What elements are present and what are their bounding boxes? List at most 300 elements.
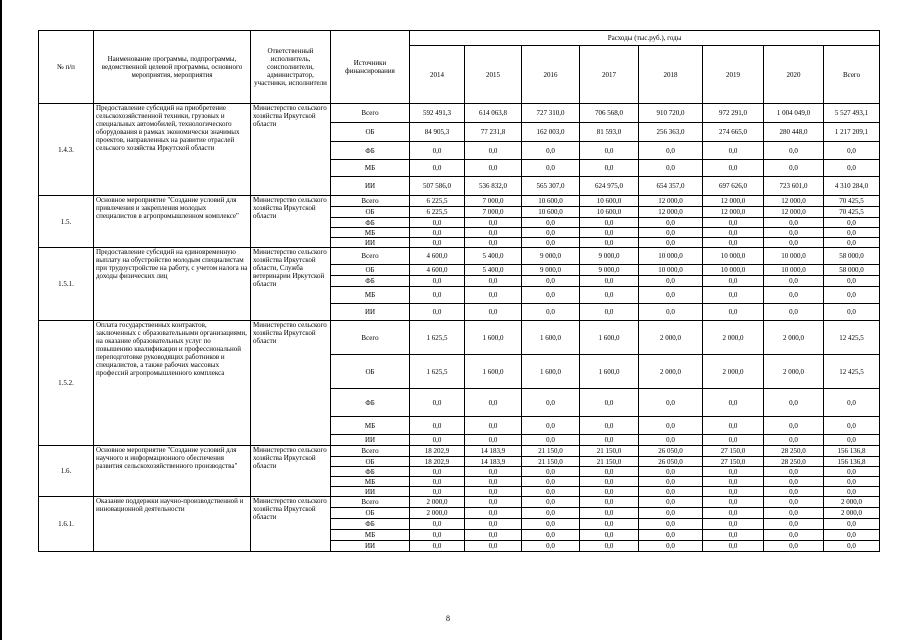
amount-cell: 0,0 — [824, 467, 880, 477]
amount-cell: 0,0 — [764, 389, 824, 417]
amount-cell: 0,0 — [465, 417, 522, 435]
amount-cell: 0,0 — [522, 160, 580, 177]
header-responsible: Ответственный исполнитель, соисполнители, администратор, участники, исполнители — [251, 31, 331, 104]
amount-cell: 0,0 — [703, 487, 764, 497]
amount-cell: 12 000,0 — [703, 207, 764, 218]
item-name: Оплата государственных контрактов, заключенных с образовательными организациями, на оказание образовательных услуг по повышению квалификации и профессиональной переподготовке руководящих работников и специалистов, а также рабочих массовых профессий агропромышленного комплекса — [94, 321, 251, 446]
amount-cell: 0,0 — [639, 238, 703, 248]
amount-cell: 654 357,0 — [639, 177, 703, 196]
amount-cell: 0,0 — [703, 287, 764, 304]
amount-cell: 12 000,0 — [639, 207, 703, 218]
amount-cell: 0,0 — [410, 276, 465, 287]
amount-cell: 0,0 — [410, 417, 465, 435]
funding-source: ОБ — [331, 508, 410, 519]
amount-cell: 2 000,0 — [639, 355, 703, 389]
amount-cell: 0,0 — [764, 160, 824, 177]
amount-cell: 0,0 — [639, 287, 703, 304]
table-row — [39, 196, 880, 207]
amount-cell: 0,0 — [764, 304, 824, 321]
funding-source: ФБ — [331, 389, 410, 417]
amount-cell: 0,0 — [824, 238, 880, 248]
funding-source: Всего — [331, 321, 410, 355]
item-number: 1.5.2. — [39, 321, 94, 446]
amount-cell: 81 593,0 — [580, 123, 639, 142]
amount-cell: 0,0 — [764, 487, 824, 497]
amount-cell: 2 000,0 — [703, 321, 764, 355]
amount-cell: 26 050,0 — [639, 446, 703, 457]
amount-cell: 2 000,0 — [824, 508, 880, 519]
amount-cell: 2 000,0 — [824, 497, 880, 508]
amount-cell: 10 600,0 — [522, 207, 580, 218]
amount-cell: 507 586,0 — [410, 177, 465, 196]
amount-cell: 0,0 — [824, 142, 880, 160]
amount-cell: 0,0 — [824, 530, 880, 541]
item-number: 1.5.1. — [39, 248, 94, 321]
amount-cell: 0,0 — [703, 218, 764, 228]
item-number: 1.6.1. — [39, 497, 94, 552]
amount-cell: 0,0 — [580, 467, 639, 477]
amount-cell: 10 000,0 — [764, 248, 824, 265]
amount-cell: 14 183,9 — [465, 446, 522, 457]
header-year: 2016 — [522, 46, 580, 104]
amount-cell: 0,0 — [522, 497, 580, 508]
amount-cell: 2 000,0 — [764, 321, 824, 355]
amount-cell: 0,0 — [764, 508, 824, 519]
amount-cell: 0,0 — [764, 276, 824, 287]
funding-source: ИИ — [331, 541, 410, 552]
header-year: Всего — [824, 46, 880, 104]
amount-cell: 0,0 — [522, 467, 580, 477]
funding-source: МБ — [331, 417, 410, 435]
amount-cell: 10 600,0 — [522, 196, 580, 207]
amount-cell: 0,0 — [824, 287, 880, 304]
amount-cell: 624 975,0 — [580, 177, 639, 196]
amount-cell: 565 307,0 — [522, 177, 580, 196]
table-row — [39, 497, 880, 508]
amount-cell: 12 000,0 — [764, 196, 824, 207]
amount-cell: 0,0 — [410, 238, 465, 248]
amount-cell: 1 600,0 — [465, 321, 522, 355]
amount-cell: 18 202,9 — [410, 457, 465, 467]
amount-cell: 0,0 — [703, 160, 764, 177]
amount-cell: 10 600,0 — [580, 207, 639, 218]
amount-cell: 0,0 — [465, 142, 522, 160]
amount-cell: 0,0 — [465, 487, 522, 497]
item-number: 1.4.3. — [39, 104, 94, 196]
item-responsible: Министерство сельского хозяйства Иркутской области — [251, 497, 331, 552]
amount-cell: 162 003,0 — [522, 123, 580, 142]
amount-cell: 727 310,0 — [522, 104, 580, 123]
amount-cell: 0,0 — [522, 435, 580, 446]
amount-cell: 0,0 — [639, 276, 703, 287]
funding-source: ОБ — [331, 265, 410, 276]
amount-cell: 6 225,5 — [410, 207, 465, 218]
amount-cell: 0,0 — [703, 304, 764, 321]
header-row — [39, 31, 880, 46]
amount-cell: 0,0 — [410, 160, 465, 177]
scan-edge — [0, 0, 2, 640]
amount-cell: 1 600,0 — [465, 355, 522, 389]
amount-cell: 0,0 — [639, 530, 703, 541]
amount-cell: 0,0 — [522, 417, 580, 435]
amount-cell: 0,0 — [522, 487, 580, 497]
amount-cell: 0,0 — [522, 238, 580, 248]
amount-cell: 0,0 — [410, 541, 465, 552]
amount-cell: 0,0 — [522, 287, 580, 304]
funding-source: ОБ — [331, 457, 410, 467]
amount-cell: 0,0 — [465, 287, 522, 304]
amount-cell: 10 000,0 — [639, 248, 703, 265]
amount-cell: 0,0 — [465, 477, 522, 487]
amount-cell: 0,0 — [764, 417, 824, 435]
funding-source: ОБ — [331, 355, 410, 389]
amount-cell: 0,0 — [639, 497, 703, 508]
amount-cell: 1 600,0 — [522, 355, 580, 389]
amount-cell: 0,0 — [522, 519, 580, 530]
amount-cell: 1 625,5 — [410, 355, 465, 389]
amount-cell: 21 150,0 — [522, 457, 580, 467]
amount-cell: 723 601,0 — [764, 177, 824, 196]
funding-source: МБ — [331, 530, 410, 541]
funding-source: ИИ — [331, 177, 410, 196]
amount-cell: 156 136,8 — [824, 446, 880, 457]
amount-cell: 0,0 — [522, 389, 580, 417]
amount-cell: 10 000,0 — [639, 265, 703, 276]
amount-cell: 0,0 — [639, 417, 703, 435]
amount-cell: 1 625,5 — [410, 321, 465, 355]
amount-cell: 0,0 — [465, 497, 522, 508]
amount-cell: 4 310 284,0 — [824, 177, 880, 196]
amount-cell: 1 600,0 — [580, 321, 639, 355]
amount-cell: 0,0 — [703, 435, 764, 446]
funding-source: Всего — [331, 497, 410, 508]
item-name: Предоставление субсидий на единовременную выплату на обустройство молодым специалистам при трудоустройстве на работу, с учетом налога на доходы физических лиц — [94, 248, 251, 321]
amount-cell: 0,0 — [824, 304, 880, 321]
amount-cell: 0,0 — [580, 417, 639, 435]
header-name: Наименование программы, подпрограммы, ведомственной целевой программы, основного мероприятия, мероприятия — [94, 31, 251, 104]
amount-cell: 0,0 — [703, 530, 764, 541]
amount-cell: 0,0 — [824, 218, 880, 228]
amount-cell: 2 000,0 — [639, 321, 703, 355]
amount-cell: 21 150,0 — [580, 446, 639, 457]
amount-cell: 27 150,0 — [703, 446, 764, 457]
header-expenses: Расходы (тыс.руб.), годы — [410, 31, 880, 46]
amount-cell: 0,0 — [580, 218, 639, 228]
amount-cell: 0,0 — [639, 519, 703, 530]
amount-cell: 77 231,8 — [465, 123, 522, 142]
amount-cell: 0,0 — [580, 508, 639, 519]
amount-cell: 5 400,0 — [465, 265, 522, 276]
amount-cell: 0,0 — [764, 497, 824, 508]
amount-cell: 0,0 — [465, 304, 522, 321]
amount-cell: 10 000,0 — [703, 265, 764, 276]
funding-source: ФБ — [331, 142, 410, 160]
amount-cell: 12 425,5 — [824, 321, 880, 355]
amount-cell: 58 000,0 — [824, 265, 880, 276]
amount-cell: 0,0 — [703, 519, 764, 530]
amount-cell: 0,0 — [522, 530, 580, 541]
item-responsible: Министерство сельского хозяйства Иркутской области — [251, 104, 331, 196]
amount-cell: 910 720,0 — [639, 104, 703, 123]
amount-cell: 0,0 — [580, 497, 639, 508]
amount-cell: 0,0 — [580, 530, 639, 541]
amount-cell: 0,0 — [465, 467, 522, 477]
amount-cell: 12 000,0 — [764, 207, 824, 218]
amount-cell: 2 000,0 — [703, 355, 764, 389]
amount-cell: 0,0 — [410, 435, 465, 446]
funding-source: Всего — [331, 446, 410, 457]
funding-source: ОБ — [331, 123, 410, 142]
funding-source: ФБ — [331, 276, 410, 287]
amount-cell: 14 183,9 — [465, 457, 522, 467]
amount-cell: 0,0 — [639, 435, 703, 446]
header-sources: Источники финансирования — [331, 31, 410, 104]
item-name: Основное мероприятие "Создание условий для привлечения и закрепления молодых специалистов в агропромышленном комплексе" — [94, 196, 251, 248]
amount-cell: 5 527 493,1 — [824, 104, 880, 123]
item-responsible: Министерство сельского хозяйства Иркутской области — [251, 446, 331, 497]
amount-cell: 0,0 — [824, 160, 880, 177]
funding-source: ФБ — [331, 519, 410, 530]
amount-cell: 274 665,0 — [703, 123, 764, 142]
amount-cell: 4 600,0 — [410, 265, 465, 276]
item-number: 1.5. — [39, 196, 94, 248]
amount-cell: 10 600,0 — [580, 196, 639, 207]
amount-cell: 0,0 — [639, 477, 703, 487]
amount-cell: 10 000,0 — [703, 248, 764, 265]
amount-cell: 0,0 — [764, 238, 824, 248]
amount-cell: 28 250,0 — [764, 457, 824, 467]
amount-cell: 0,0 — [764, 228, 824, 238]
amount-cell: 256 363,0 — [639, 123, 703, 142]
amount-cell: 0,0 — [522, 541, 580, 552]
amount-cell: 697 626,0 — [703, 177, 764, 196]
item-name: Основное мероприятие "Создание условий для научного и информационного обеспечения развития сельскохозяйственного производства" — [94, 446, 251, 497]
amount-cell: 26 050,0 — [639, 457, 703, 467]
amount-cell: 0,0 — [703, 389, 764, 417]
amount-cell: 0,0 — [703, 142, 764, 160]
amount-cell: 0,0 — [410, 519, 465, 530]
amount-cell: 0,0 — [764, 287, 824, 304]
amount-cell: 0,0 — [764, 477, 824, 487]
amount-cell: 972 291,0 — [703, 104, 764, 123]
funding-source: МБ — [331, 160, 410, 177]
amount-cell: 10 000,0 — [764, 265, 824, 276]
amount-cell: 0,0 — [522, 228, 580, 238]
amount-cell: 0,0 — [639, 508, 703, 519]
item-responsible: Министерство сельского хозяйства Иркутской области, Служба ветеринарии Иркутской области — [251, 248, 331, 321]
amount-cell: 0,0 — [764, 142, 824, 160]
header-year: 2017 — [580, 46, 639, 104]
amount-cell: 9 000,0 — [580, 248, 639, 265]
amount-cell: 21 150,0 — [522, 446, 580, 457]
amount-cell: 1 600,0 — [522, 321, 580, 355]
amount-cell: 27 150,0 — [703, 457, 764, 467]
funding-source: ИИ — [331, 435, 410, 446]
funding-source: Всего — [331, 248, 410, 265]
amount-cell: 0,0 — [764, 519, 824, 530]
amount-cell: 0,0 — [703, 417, 764, 435]
amount-cell: 536 832,0 — [465, 177, 522, 196]
header-year: 2018 — [639, 46, 703, 104]
funding-source: ИИ — [331, 238, 410, 248]
amount-cell: 280 448,0 — [764, 123, 824, 142]
amount-cell: 0,0 — [522, 142, 580, 160]
amount-cell: 0,0 — [824, 541, 880, 552]
header-year: 2020 — [764, 46, 824, 104]
amount-cell: 0,0 — [824, 389, 880, 417]
amount-cell: 0,0 — [703, 467, 764, 477]
amount-cell: 0,0 — [580, 304, 639, 321]
amount-cell: 0,0 — [580, 287, 639, 304]
funding-source: МБ — [331, 287, 410, 304]
amount-cell: 0,0 — [580, 389, 639, 417]
amount-cell: 0,0 — [410, 467, 465, 477]
amount-cell: 0,0 — [639, 487, 703, 497]
amount-cell: 0,0 — [465, 228, 522, 238]
amount-cell: 58 000,0 — [824, 248, 880, 265]
amount-cell: 0,0 — [465, 389, 522, 417]
amount-cell: 0,0 — [522, 276, 580, 287]
amount-cell: 0,0 — [410, 287, 465, 304]
item-number: 1.6. — [39, 446, 94, 497]
amount-cell: 0,0 — [522, 304, 580, 321]
amount-cell: 592 491,3 — [410, 104, 465, 123]
amount-cell: 0,0 — [639, 467, 703, 477]
table-row — [39, 104, 880, 123]
amount-cell: 0,0 — [824, 435, 880, 446]
amount-cell: 0,0 — [465, 508, 522, 519]
funding-source: ИИ — [331, 487, 410, 497]
amount-cell: 0,0 — [764, 530, 824, 541]
amount-cell: 0,0 — [639, 389, 703, 417]
amount-cell: 21 150,0 — [580, 457, 639, 467]
amount-cell: 0,0 — [465, 435, 522, 446]
funding-source: ИИ — [331, 304, 410, 321]
amount-cell: 7 000,0 — [465, 196, 522, 207]
header-year: 2015 — [465, 46, 522, 104]
amount-cell: 0,0 — [580, 276, 639, 287]
amount-cell: 0,0 — [580, 142, 639, 160]
amount-cell: 12 425,5 — [824, 355, 880, 389]
funding-source: Всего — [331, 196, 410, 207]
amount-cell: 0,0 — [639, 160, 703, 177]
amount-cell: 0,0 — [465, 530, 522, 541]
amount-cell: 0,0 — [703, 238, 764, 248]
amount-cell: 0,0 — [824, 519, 880, 530]
amount-cell: 0,0 — [824, 477, 880, 487]
amount-cell: 70 425,5 — [824, 207, 880, 218]
funding-source: ФБ — [331, 467, 410, 477]
amount-cell: 0,0 — [824, 276, 880, 287]
amount-cell: 0,0 — [764, 218, 824, 228]
item-responsible: Министерство сельского хозяйства Иркутской области — [251, 321, 331, 446]
header-year: 2019 — [703, 46, 764, 104]
amount-cell: 0,0 — [580, 228, 639, 238]
header-num: № п/п — [39, 31, 94, 104]
amount-cell: 0,0 — [410, 530, 465, 541]
amount-cell: 0,0 — [465, 238, 522, 248]
amount-cell: 0,0 — [465, 218, 522, 228]
item-responsible: Министерство сельского хозяйства Иркутской области — [251, 196, 331, 248]
amount-cell: 0,0 — [639, 304, 703, 321]
amount-cell: 706 568,0 — [580, 104, 639, 123]
item-name: Предоставление субсидий на приобретение сельскохозяйственной техники, грузовых и специальных автомобилей, технологического оборудования в рамках экономически значимых проектов, направленных на развитие отраслей сельского хозяйства Иркутской области — [94, 104, 251, 196]
amount-cell: 9 000,0 — [522, 248, 580, 265]
amount-cell: 0,0 — [764, 541, 824, 552]
amount-cell: 1 004 049,0 — [764, 104, 824, 123]
amount-cell: 0,0 — [639, 218, 703, 228]
amount-cell: 0,0 — [580, 477, 639, 487]
amount-cell: 0,0 — [410, 228, 465, 238]
amount-cell: 0,0 — [465, 541, 522, 552]
amount-cell: 0,0 — [824, 417, 880, 435]
funding-source: ФБ — [331, 218, 410, 228]
amount-cell: 0,0 — [703, 276, 764, 287]
amount-cell: 0,0 — [824, 487, 880, 497]
item-name: Оказание поддержки научно-производственной и инновационной деятельности — [94, 497, 251, 552]
amount-cell: 0,0 — [639, 541, 703, 552]
amount-cell: 0,0 — [465, 276, 522, 287]
amount-cell: 18 202,9 — [410, 446, 465, 457]
amount-cell: 0,0 — [410, 142, 465, 160]
header-year: 2014 — [410, 46, 465, 104]
amount-cell: 0,0 — [703, 477, 764, 487]
amount-cell: 0,0 — [522, 477, 580, 487]
amount-cell: 0,0 — [580, 519, 639, 530]
amount-cell: 0,0 — [410, 487, 465, 497]
amount-cell: 0,0 — [580, 435, 639, 446]
amount-cell: 0,0 — [639, 228, 703, 238]
funding-source: Всего — [331, 104, 410, 123]
amount-cell: 0,0 — [764, 435, 824, 446]
expenditure-table — [38, 30, 880, 552]
amount-cell: 0,0 — [703, 497, 764, 508]
amount-cell: 156 136,8 — [824, 457, 880, 467]
amount-cell: 84 905,3 — [410, 123, 465, 142]
amount-cell: 7 000,0 — [465, 207, 522, 218]
amount-cell: 0,0 — [522, 218, 580, 228]
amount-cell: 2 000,0 — [410, 508, 465, 519]
table-row — [39, 446, 880, 457]
amount-cell: 0,0 — [410, 304, 465, 321]
amount-cell: 0,0 — [580, 487, 639, 497]
amount-cell: 0,0 — [764, 467, 824, 477]
amount-cell: 0,0 — [580, 541, 639, 552]
amount-cell: 70 425,5 — [824, 196, 880, 207]
amount-cell: 0,0 — [410, 477, 465, 487]
amount-cell: 0,0 — [703, 228, 764, 238]
amount-cell: 9 000,0 — [580, 265, 639, 276]
amount-cell: 12 000,0 — [639, 196, 703, 207]
table-row — [39, 248, 880, 265]
amount-cell: 614 063,8 — [465, 104, 522, 123]
amount-cell: 0,0 — [824, 228, 880, 238]
funding-source: МБ — [331, 477, 410, 487]
page-number: 8 — [446, 614, 450, 623]
amount-cell: 1 217 209,1 — [824, 123, 880, 142]
amount-cell: 12 000,0 — [703, 196, 764, 207]
amount-cell: 4 600,0 — [410, 248, 465, 265]
amount-cell: 2 000,0 — [764, 355, 824, 389]
amount-cell: 6 225,5 — [410, 196, 465, 207]
amount-cell: 1 600,0 — [580, 355, 639, 389]
amount-cell: 0,0 — [465, 160, 522, 177]
amount-cell: 9 000,0 — [522, 265, 580, 276]
amount-cell: 0,0 — [580, 238, 639, 248]
amount-cell: 0,0 — [465, 519, 522, 530]
table-row — [39, 321, 880, 355]
funding-source: МБ — [331, 228, 410, 238]
